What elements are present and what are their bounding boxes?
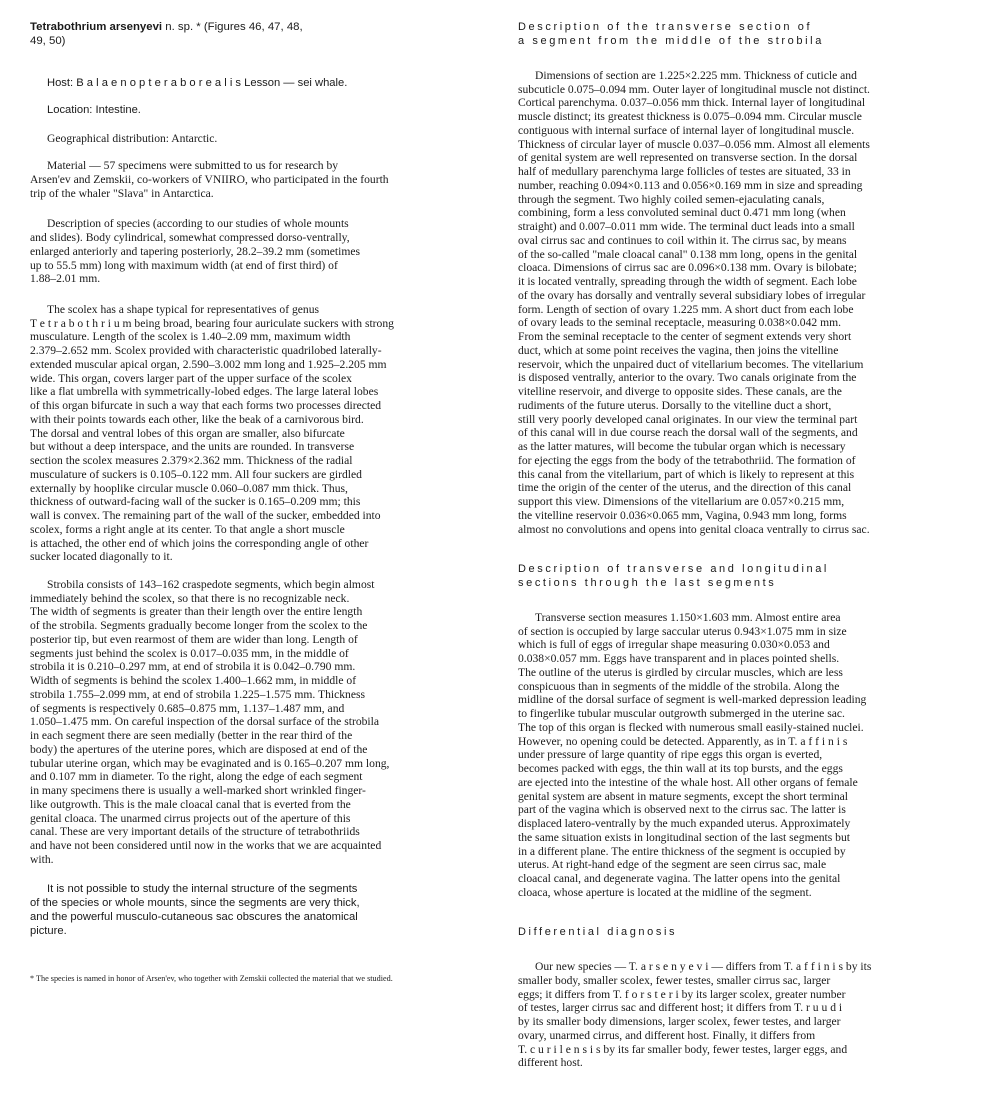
section-body-differential-diagnosis	[518, 946, 998, 1084]
section-middle-segment	[518, 20, 998, 550]
section-body-middle-segment	[518, 55, 998, 550]
section-body-last-segments	[518, 597, 998, 913]
internal-structure-paragraph: It is not possible to study the internal structure of the segments of the species or whole mounts, since the segments are very thick, and the powerful musculo-cutaneous sac obscures the anatomical picture.	[30, 883, 360, 937]
left-column	[30, 20, 500, 985]
species-title	[30, 20, 500, 48]
section-heading-middle-segment: Description of the transverse section of a segment from the middle of the strobila	[518, 21, 824, 47]
distribution-line: Geographical distribution: Antarctic.	[47, 131, 218, 145]
strobila-paragraph: Strobila consists of 143–162 craspedote segments, which begin almost immediately behind the scolex, so that there is no recognizable neck. The width of segments is greater than their length over the entire length of the strobila. Segments gradually become longer from the scolex to the posterior tip, but even rearmost of them are wider than long. Length of segments just behind the scolex is 0.017–0.035 mm, in the middle of strobila it is 0.210–0.297 mm, at end of strobila it is 0.042–0.790 mm. Width of segments is behind the scolex 1.400–1.662 mm, in middle of strobila 1.755–2.099 mm, at end of strobila 1.225–1.575 mm. Thickness of segments is respectively 0.685–0.875 mm, 1.137–1.487 mm, and 1.050–1.475 mm. On careful inspection of the dorsal surface of the strobila in each segment there are seen medially (better in the rear third of the body) the apertures of the uterine pores, which are disposed at end of the tubular uterine organ, which may be evaginated and is 0.165–0.207 mm long, and 0.107 mm in diameter. To the right, along the edge of each segment in many specimens there is usually a well-marked short wrinkled finger- like outgrowth. This is the male cloacal canal that is everted from the genital cloaca. The unarmed cirrus projects out of the aperture of this canal. These are very important details of the structure of tetrabothriids and have not been considered until now in the works that we are acquainted with.	[30, 577, 390, 866]
section-differential-diagnosis	[518, 925, 998, 1084]
section-paragraph: Our new species — T. a r s e n y e v i — differs from T. a f f i n i s by its smaller body, smaller scolex, fewer testes, smaller cirrus sac, larger eggs; it differs from T. f o r s t e r i by its larger scolex, greater number of testes, larger cirrus sac and different host; it differs from T. r u u d i by its smaller body dimensions, larger scolex, fewer testes, and larger ovary, unarmed cirrus, and different host. Finally, it differs from T. c u r i l e n s i s by its far smaller body, fewer testes, larger eggs, and different host.	[518, 960, 872, 1070]
section-heading-last-segments: Description of transverse and longitudinal sections through the last segments	[518, 563, 829, 589]
section-paragraph: Transverse section measures 1.150×1.603 mm. Almost entire area of section is occupied by large saccular uterus 0.943×1.075 mm in size which is full of eggs of irregular shape measuring 0.030×0.053 and 0.038×0.057 mm. Eggs have transparent and in places pointed shells. The outline of the uterus is girdled by circular muscles, which are less conspicuous than in segments of the middle of the strobila. Along the midline of the dorsal surface of segment is well-marked depression leading to fingerlike tubular muscular outgrowth submerged in the uterine sac. The top of this organ is flecked with numerous small easily-stained nuclei. However, no opening could be detected. Apparently, as in T. a f f i n i s under pressure of large quantity of ripe eggs this organ is everted, becomes packed with eggs, the thin wall at its top bursts, and the eggs are ejected into the intestine of the whale host. All other organs of female genital system are absent in mature segments, except the short terminal part of the vagina which is observed next to the cirrus sac. The latter is displaced latero-ventrally by the much expanded uterus. Approximately the same situation exists in longitudinal section of the last segments but in a different plane. The entire thickness of the segment is occupied by uterus. At right-hand edge of the segment are seen cirrus sac, male cloacal canal, and degenerate vagina. The latter opens into the genital cloaca, whose aperture is located at the midline of the segment.	[518, 610, 867, 899]
host-line: Host: B a l a e n o p t e r a b o r e a l i s Lesson — sei whale.	[47, 76, 348, 89]
section-last-segments	[518, 562, 998, 913]
scolex-paragraph: The scolex has a shape typical for representatives of genus T e t r a b o t h r i u m being broad, bearing four auriculate suckers with strong musculature. Length of the scolex is 1.40–2.09 mm, maximum width 2.379–2.652 mm. Scolex provided with characteristic quadrilobed laterally- extended muscular apical organ, 2.590–3.002 mm long and 1.925–2.205 mm wide. This organ, covers larger part of the upper surface of the scolex like a flat umbrella with symmetrically-lobed edges. The large lateral lobes of this organ bifurcate in such a way that each forms two processes directed with their points towards each other, like the beak of a carnivorous bird. The dorsal and ventral lobes of this organ are smaller, also bifurcate but without a deep interspace, and the units are rounded. In transverse section the scolex measures 2.379×2.362 mm. Thickness of the radial musculature of suckers is 0.105–0.122 mm. All four suckers are girdled externally by hooplike circular muscle 0.060–0.087 mm thick. Thus, thickness of outward-facing wall of the sucker is 0.165–0.209 mm; this wall is convex. The remaining part of the wall of the sucker, embedded into scolex, forms a right angle at its center. To that angle a short muscle is attached, the other end of which joins the corresponding angle of other sucker located diagonally to it.	[30, 302, 394, 564]
right-column	[518, 20, 998, 1096]
section-paragraph: Dimensions of section are 1.225×2.225 mm. Thickness of cuticle and subcuticle 0.075–0.094 mm. Outer layer of longitudinal muscle not distinct. Cortical parenchyma. 0.037–0.056 mm thick. Internal layer of longitudinal muscle distinct; its greatest thickness is 0.075–0.094 mm. Circular muscle contiguous with internal surface of internal layer of longitudinal muscle. Thickness of circular layer of muscle 0.037–0.056 mm. Almost all elements of genital system are well represented on transverse section. In the dorsal half of medullary parenchyma large follicles of testes are situated, 33 in number, reaching 0.094×0.113 and 0.056×0.169 mm in size and spreading through the segment. Two highly coiled semen-ejaculating canals, combining, form a less convoluted seminal duct 0.471 mm long (when straight) and 0.007–0.011 mm wide. The terminal duct leads into a small oval cirrus sac and continues to coil within it. The cirrus sac, by means of the so-called "male cloacal canal" 0.138 mm long, opens in the genital cloaca. Dimensions of cirrus sac are 0.096×0.138 mm. Ovary is bilobate; it is located ventrally, spreading through the width of segment. Each lobe of the ovary has dorsally and ventrally several subsidiary lobes of irregular form. Length of section of ovary 1.225 mm. A short duct from each lobe of ovary leads to the seminal receptacle, measuring 0.038×0.042 mm. From the seminal receptacle to the center of segment extends very short duct, which at some point receives the vagina, then joins the vitelline reservoir, which the unpaired duct of vitellarium becomes. The vitellarium is disposed ventrally, anterior to the ovary. Two canals originate from the vitelline reservoir, and diverge to opposite sides. These canals, are the rudiments of the future uterus. Dorsally to the vitelline duct a short, still very poorly developed canal originates. In our view the terminal part of this canal will in due course reach the dorsal wall of the segments, and as the latter matures, will become the tubular organ which is necessary for ejecting the eggs from the body of the tetrabothriid. The formation of this canal from the vitellarium, part of which is likely to represent at this time the origin of the center of the uterus, and the direction of this canal support this view. Dimensions of the vitellarium are 0.057×0.215 mm, the vitelline reservoir 0.036×0.065 mm, Vagina, 0.943 mm long, forms almost no convolutions and opens into genital cloaca ventrally to cirrus sac.	[518, 68, 870, 536]
species-name: Tetrabothrium arsenyevi	[30, 21, 163, 33]
left-column-body	[30, 63, 500, 955]
footnote: * The species is named in honor of Arsen'ev, who together with Zemskii collected the material that we studied.	[30, 974, 393, 983]
location-line: Location: Intestine.	[47, 104, 141, 117]
species-title-rest: n. sp. * (Figures 46, 47, 48, 49, 50)	[30, 21, 303, 47]
section-heading-differential-diagnosis: Differential diagnosis	[518, 926, 678, 939]
description-paragraph: Description of species (according to our studies of whole mounts and slides). Body cylindrical, somewhat compressed dorso-ventrally, enlarged anteriorly and tapering posteriorly, 28.2–39.2 mm (sometimes up to 55.5 mm) long with maximum width (at end of first third) of 1.88–2.01 mm.	[30, 217, 361, 286]
material-paragraph: Material — 57 specimens were submitted to us for research by Arsen'ev and Zemskii, co-workers of VNIIRO, who participated in the fourth trip of the whaler "Slava" in Antarctica.	[30, 159, 389, 200]
